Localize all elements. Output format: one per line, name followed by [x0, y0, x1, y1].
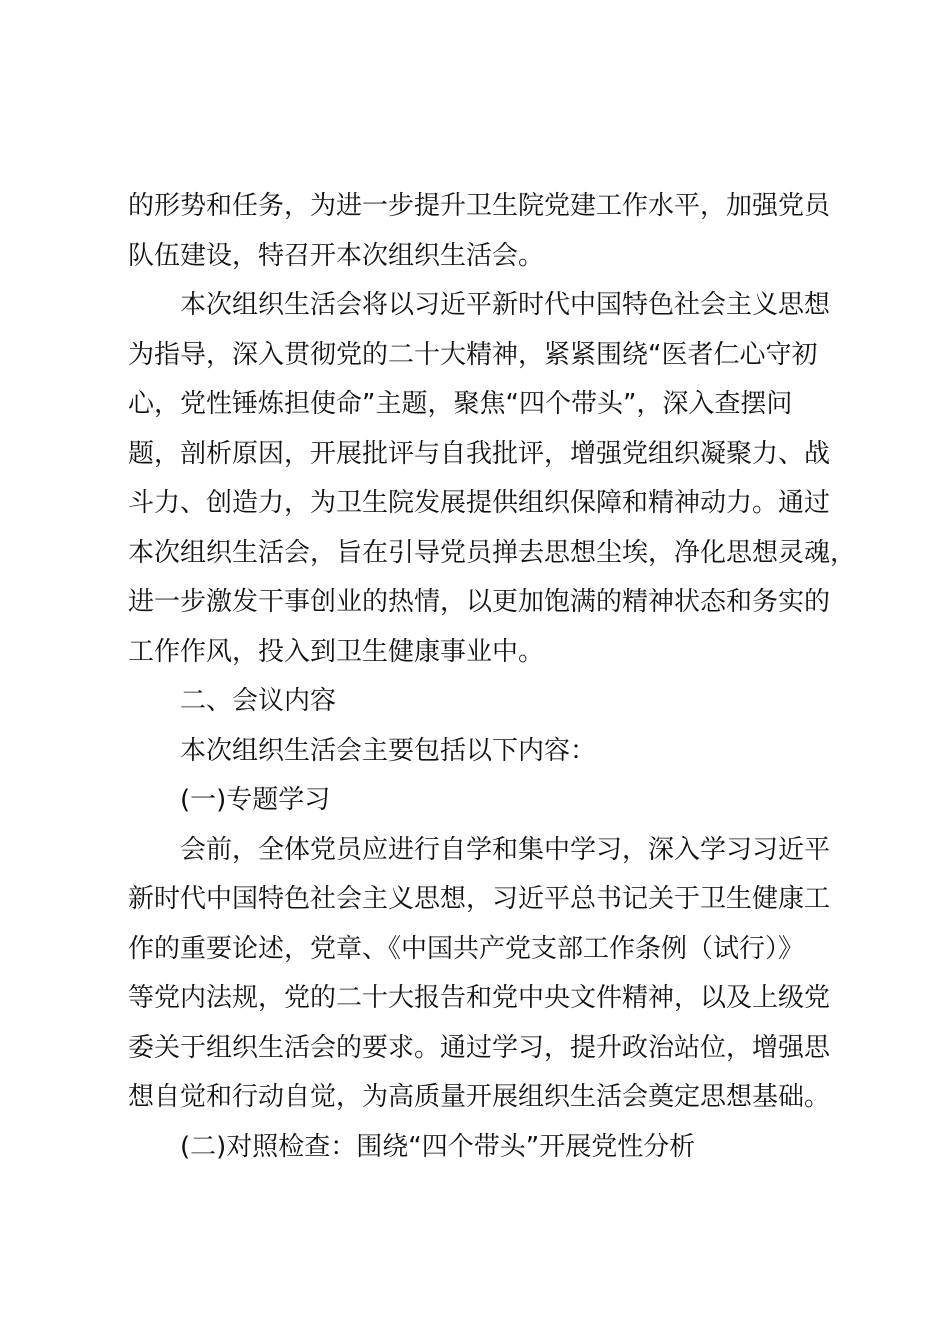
paragraph-start-line: 本次组织生活会主要包括以下内容：: [180, 735, 597, 766]
section-heading: 二、会议内容: [180, 686, 337, 716]
text-line: 队伍建设，特召开本次组织生活会。: [128, 240, 545, 271]
text-line: 的形势和任务，为进一步提升卫生院党建工作水平，加强党员: [128, 191, 831, 221]
text-line: 委关于组织生活会的要求。通过学习，提升政治站位，增强思: [128, 1032, 831, 1063]
text-line: 新时代中国特色社会主义思想，习近平总书记关于卫生健康工: [128, 884, 831, 914]
text-line: 本次组织生活会，旨在引导党员掸去思想尘埃，净化思想灵魂，: [128, 537, 857, 568]
text-line: 为指导，深入贯彻党的二十大精神，紧紧围绕“医者仁心守初: [128, 339, 818, 370]
text-line: 心，党性锤炼担使命”主题，聚焦“四个带头”，深入查摆问: [128, 389, 793, 419]
subsection-heading: (一)专题学习: [180, 785, 331, 815]
paragraph-start-line: 本次组织生活会将以习近平新时代中国特色社会主义思想: [180, 290, 831, 320]
text-line: 进一步激发干事创业的热情，以更加饱满的精神状态和务实的: [128, 587, 831, 617]
text-line: 想自觉和行动自觉，为高质量开展组织生活会奠定思想基础。: [128, 1082, 831, 1112]
document-body: [128, 182, 857, 1172]
paragraph-start-line: 会前，全体党员应进行自学和集中学习，深入学习习近平: [180, 834, 831, 865]
text-line: 斗力、创造力，为卫生院发展提供组织保障和精神动力。通过: [128, 488, 831, 518]
text-line: 题，剖析原因，开展批评与自我批评，增强党组织凝聚力、战: [128, 438, 831, 469]
text-line: 作的重要论述，党章、《中国共产党支部工作条例（试行）》: [128, 933, 805, 964]
text-line: 工作作风，投入到卫生健康事业中。: [128, 636, 545, 667]
subsection-heading: (二)对照检查：围绕“四个带头”开展党性分析: [180, 1131, 696, 1162]
text-line: 等党内法规，党的二十大报告和党中央文件精神，以及上级党: [128, 983, 831, 1013]
